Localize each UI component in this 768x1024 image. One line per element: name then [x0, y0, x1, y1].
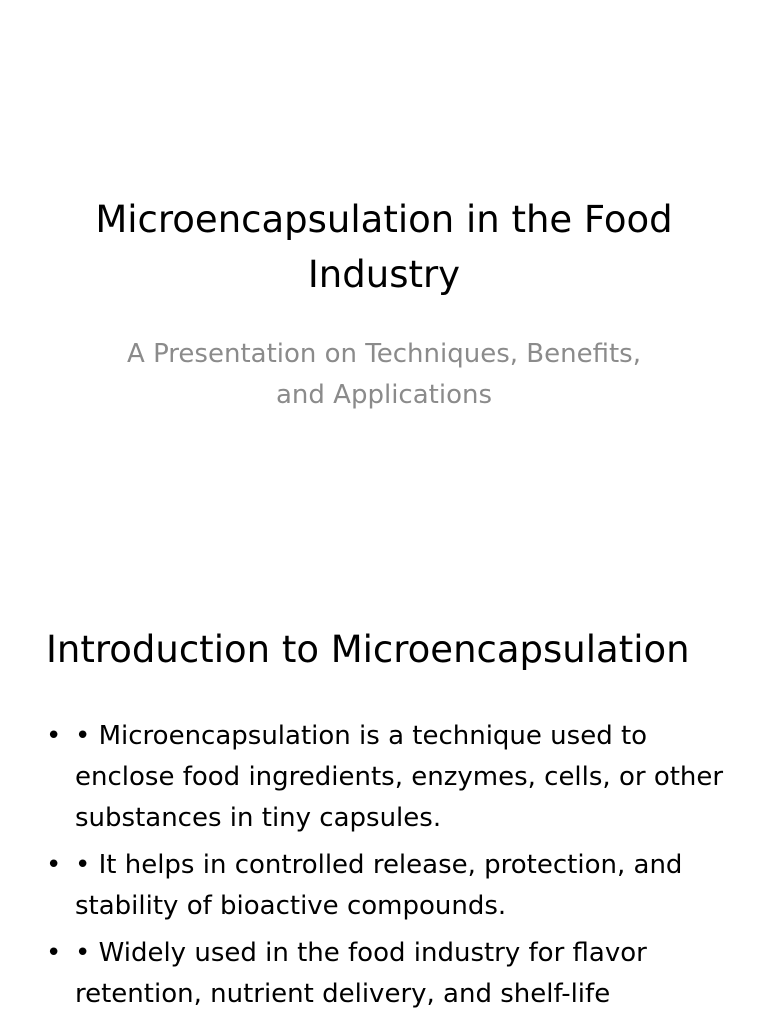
- bullet-item: [46, 933, 736, 1015]
- bullet-marker: •: [46, 721, 62, 751]
- bullet-item: [46, 716, 736, 839]
- bullet-text: • It helps in controlled release, protection, and stability of bioactive compounds.: [75, 850, 683, 921]
- slide-subtitle: A Presentation on Techniques, Benefits, and Applications: [127, 339, 641, 410]
- bullet-marker: •: [46, 850, 62, 880]
- bullet-text: • Microencapsulation is a technique used to enclose food ingredients, enzymes, cells, or other substances in tiny capsules.: [75, 721, 724, 833]
- slide-title: Microencapsulation in the Food Industry: [95, 198, 673, 296]
- bullet-list: [46, 716, 736, 1021]
- introduction-slide: [0, 586, 768, 1024]
- bullet-text: • Widely used in the food industry for flavor retention, nutrient delivery, and shelf-life: [75, 938, 647, 1009]
- slide-heading: Introduction to Microencapsulation: [46, 628, 690, 671]
- bullet-item: [46, 845, 736, 927]
- bullet-marker: •: [46, 938, 62, 968]
